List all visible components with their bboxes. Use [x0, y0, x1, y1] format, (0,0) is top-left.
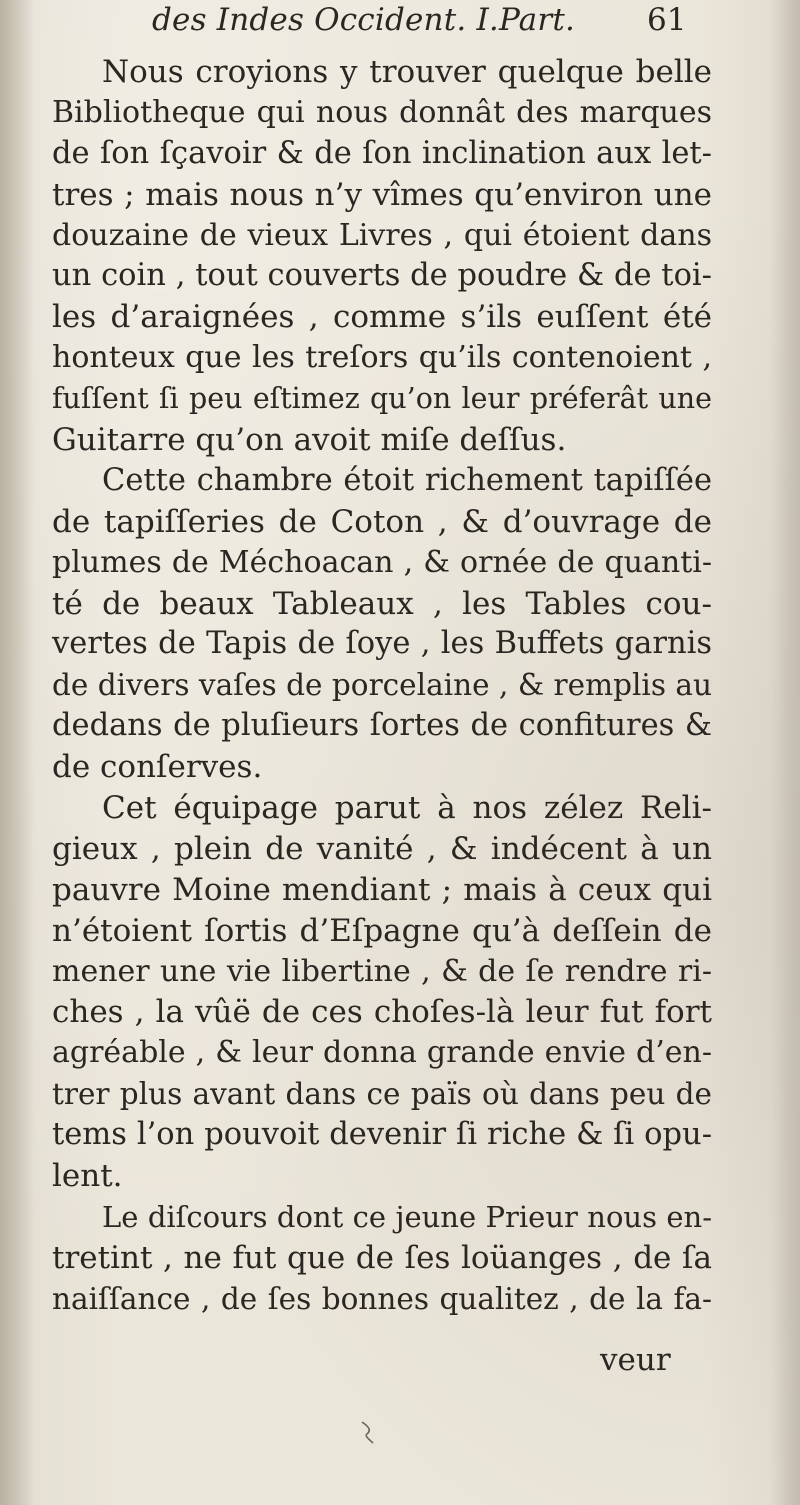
text-line: plumes de Méchoacan , & ornée de quanti-: [52, 544, 712, 580]
text-line: de conſerves.: [52, 749, 263, 786]
text-line: de tapiſſeries de Coton , & d’ouvrage de: [52, 503, 712, 540]
text-line: les d’araignées , comme s’ils euſſent été: [52, 299, 712, 336]
text-line: n’étoient ſortis d’Eſpagne qu’à deſſein de: [52, 912, 712, 949]
text-line: agréable , & leur donna grande envie d’en-: [52, 1035, 712, 1071]
text-line: un coin , tout couverts de poudre & de toi-: [52, 258, 712, 294]
page-header: [152, 2, 687, 46]
text-line: ches , la vûë de ces choſes-là leur fut fort: [52, 994, 712, 1031]
text-line: naiſſance , de ſes bonnes qualitez , de la fa-: [52, 1281, 712, 1316]
text-line: Le diſcours dont ce jeune Prieur nous en-: [102, 1199, 712, 1234]
page-shadow-right: [770, 0, 800, 1505]
text-line: tres ; mais nous n’y vîmes qu’environ une: [52, 176, 712, 213]
text-line: mener une vie libertine , & de ſe rendre ri-: [52, 953, 712, 989]
text-line: honteux que les treſors qu’ils contenoient ,: [52, 340, 712, 376]
text-line: Nous croyions y trouver quelque belle: [102, 54, 712, 90]
text-line: dedans de pluſieurs ſortes de confitures &: [52, 708, 712, 744]
text-line: de ſon ſçavoir & de ſon inclination aux let-: [52, 135, 712, 171]
text-line: trer plus avant dans ce païs où dans peu de: [52, 1077, 712, 1112]
page-shadow-left: [0, 0, 34, 1505]
text-line: vertes de Tapis de ſoye , les Buffets garnis: [52, 626, 712, 662]
text-line: Bibliotheque qui nous donnât des marques: [52, 94, 712, 130]
text-line: de divers vaſes de porcelaine , & remplis au: [52, 668, 712, 703]
text-line: fuſſent ſi peu eſtimez qu’on leur préferât une: [52, 382, 712, 416]
text-line: lent.: [52, 1158, 123, 1195]
text-line: té de beaux Tableaux , les Tables cou-: [52, 585, 712, 622]
body-text: [52, 52, 712, 1320]
running-title: des Indes Occident. I.Part.: [152, 2, 576, 38]
catchword: veur: [600, 1342, 671, 1378]
text-line: gieux , plein de vanité , & indécent à un: [52, 830, 712, 867]
text-line: tretint , ne fut que de ſes loüanges , de ſa: [52, 1239, 712, 1276]
text-line: tems l’on pouvoit devenir ſi riche & ſi opu-: [52, 1117, 712, 1153]
text-line: Cette chambre étoit richement tapiſſée: [102, 462, 712, 498]
ink-mark-icon: [358, 1418, 378, 1446]
text-line: pauvre Moine mendiant ; mais à ceux qui: [52, 871, 712, 908]
text-line: Cet équipage parut à nos zélez Reli-: [102, 790, 712, 827]
text-line: Guitarre qu’on avoit miſe deſſus.: [52, 422, 567, 459]
page-number: 61: [647, 2, 687, 38]
text-line: douzaine de vieux Livres , qui étoient dans: [52, 217, 712, 253]
